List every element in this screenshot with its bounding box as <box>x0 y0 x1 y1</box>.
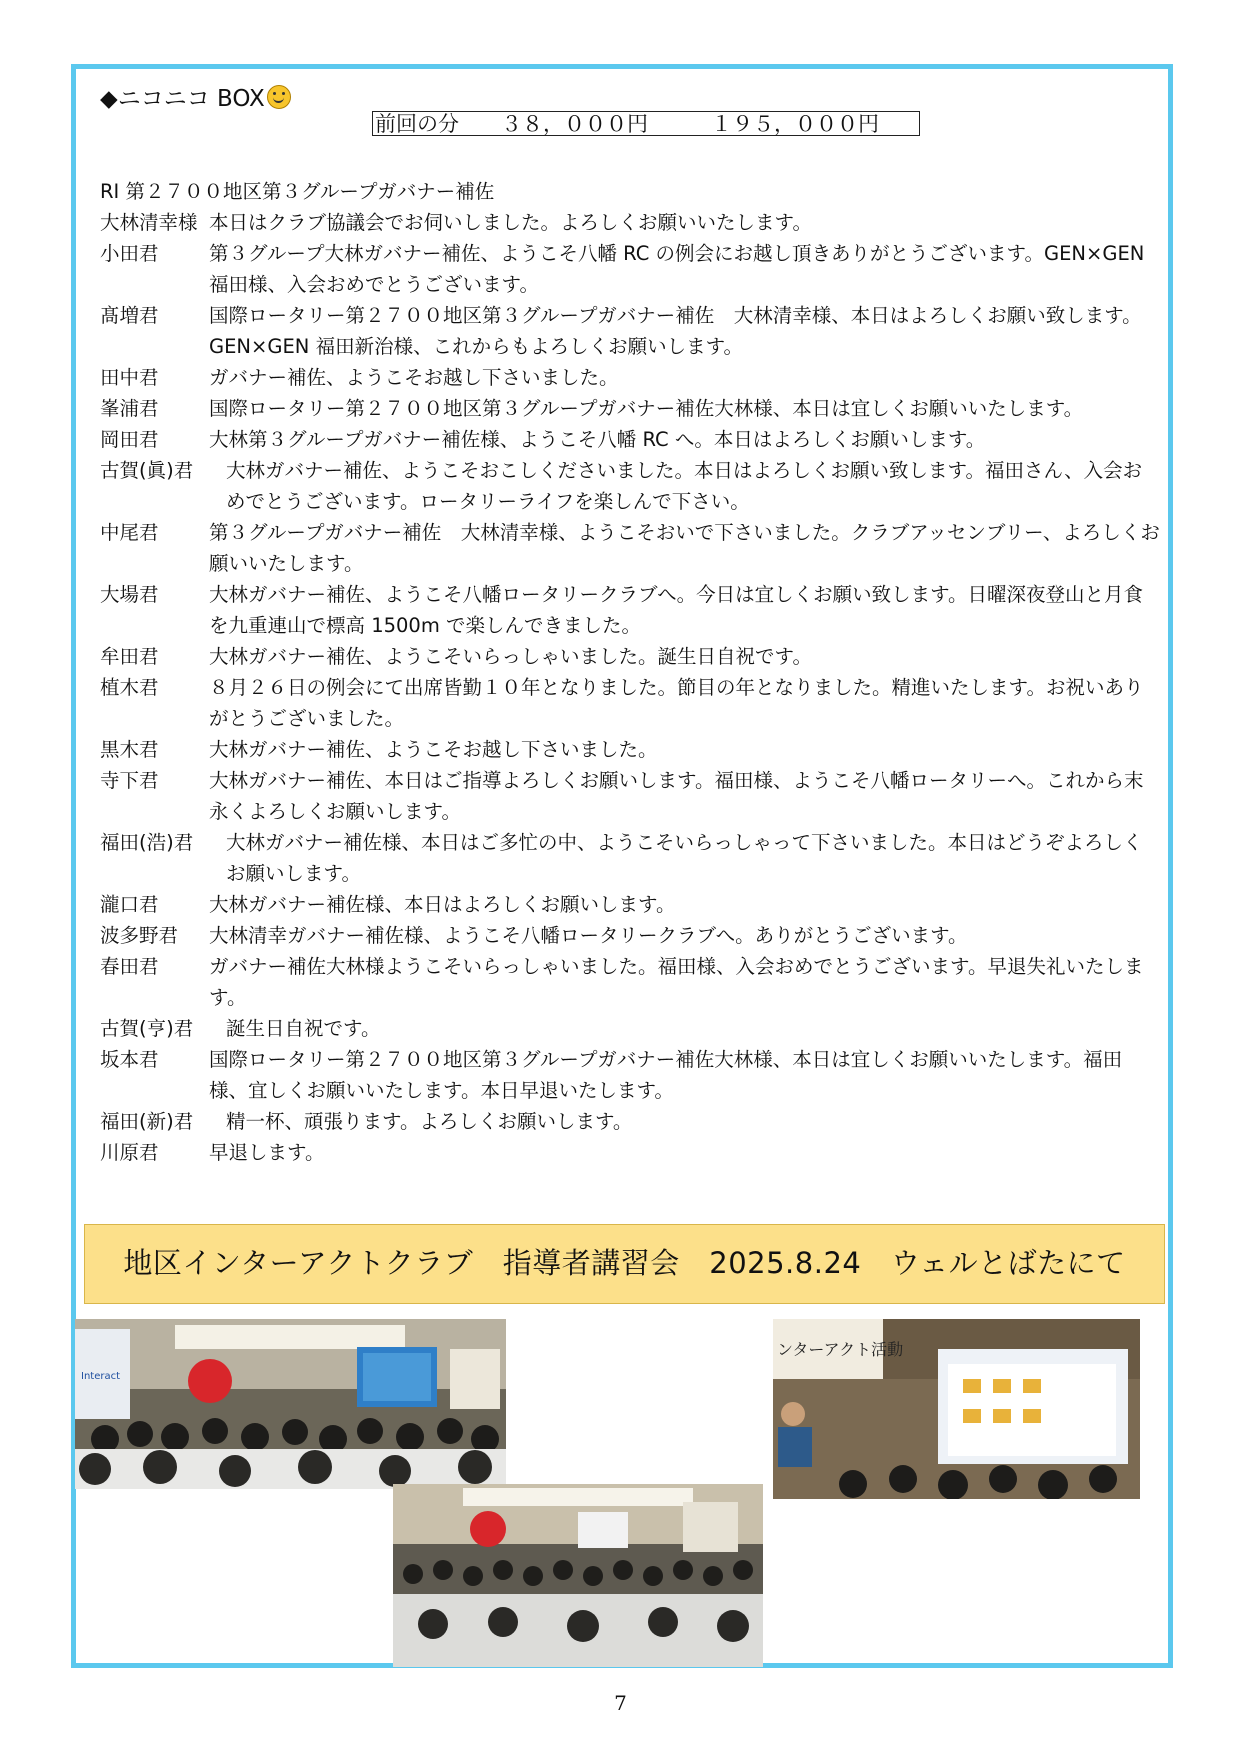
entry-row <box>100 1013 1160 1044</box>
entry-name: 古賀(亨)君 <box>100 1017 194 1040</box>
entry-name: 大場君 <box>100 583 159 606</box>
event-banner: 地区インターアクトクラブ 指導者講習会 2025.8.24 ウェルとばたにて <box>84 1224 1165 1304</box>
entry-row <box>100 517 1160 579</box>
entry-name: 福田(新)君 <box>100 1110 194 1133</box>
entry-row <box>100 207 1160 238</box>
entry-message: 精一杯、頑張ります。よろしくお願いします。 <box>226 1110 633 1133</box>
entry-row <box>100 393 1160 424</box>
entry-name: 岡田君 <box>100 428 159 451</box>
event-photo-3 <box>773 1319 1140 1499</box>
entry-row <box>100 362 1160 393</box>
entry-name: 瀧口君 <box>100 893 159 916</box>
entry-row <box>100 579 1160 641</box>
entry-message: 第３グループ大林ガバナー補佐、ようこそ八幡 RC の例会にお越し頂きありがとうございます。GEN×GEN 福田様、入会おめでとうございます。 <box>209 242 1145 296</box>
entry-row <box>100 889 1160 920</box>
entry-row <box>100 765 1160 827</box>
entry-row <box>100 455 1160 517</box>
entry-row <box>100 238 1160 300</box>
entry-message: 誕生日自祝です。 <box>226 1017 381 1040</box>
entry-message: 大林ガバナー補佐、ようこそいらっしゃいました。誕生日自祝です。 <box>209 645 812 668</box>
entry-message: 大林ガバナー補佐様、本日はご多忙の中、ようこそいらっしゃって下さいました。本日はどうぞよろしくお願いします。 <box>226 831 1143 885</box>
photo-banner-text: ンターアクト活動 <box>777 1340 904 1359</box>
entry-message: 大林ガバナー補佐、ようこそお越し下さいました。 <box>209 738 658 761</box>
entry-message: 大林清幸ガバナー補佐様、ようこそ八幡ロータリークラブへ。ありがとうございます。 <box>209 924 968 947</box>
entry-row <box>100 827 1160 889</box>
entry-name: 髙増君 <box>100 304 159 327</box>
entry-message: 本日はクラブ協議会でお伺いしました。よろしくお願いいたします。 <box>209 211 812 234</box>
smiley-icon <box>267 85 291 109</box>
entry-name: 植木君 <box>100 676 159 699</box>
entry-row <box>100 920 1160 951</box>
entry-message: 国際ロータリー第２７００地区第３グループガバナー補佐大林様、本日は宜しくお願いいたします。 <box>209 397 1084 420</box>
interact-sign-text: Interact <box>81 1371 121 1382</box>
section-title: ◆ニコニコ BOX <box>100 80 291 113</box>
entry-message: ８月２６日の例会にて出席皆勤１０年となりました。節目の年となりました。精進いたします。お祝いありがとうございました。 <box>209 676 1144 730</box>
entry-row <box>100 424 1160 455</box>
entry-message: 国際ロータリー第２７００地区第３グループガバナー補佐大林様、本日は宜しくお願いいたします。福田様、宜しくお願いいたします。本日早退いたします。 <box>209 1048 1123 1102</box>
entry-message: ガバナー補佐大林様ようこそいらっしゃいました。福田様、入会おめでとうございます。早退失礼いたします。 <box>209 955 1144 1009</box>
entry-row <box>100 672 1160 734</box>
entry-name: 牟田君 <box>100 645 159 668</box>
totals-box: 前回の分 ３８，０００円 １９５，０００円 <box>372 111 920 136</box>
entry-row <box>100 1137 1160 1168</box>
page-number: 7 <box>614 1691 627 1715</box>
event-photo-1 <box>75 1319 506 1489</box>
entry-name: 中尾君 <box>100 521 159 544</box>
entry-row <box>100 734 1160 765</box>
entry-name: 波多野君 <box>100 924 179 947</box>
entries-list <box>100 176 1160 1168</box>
entry-message: 第３グループガバナー補佐 大林清幸様、ようこそおいで下さいました。クラブアッセンブリー、よろしくお願いいたします。 <box>209 521 1160 575</box>
entry-message: 国際ロータリー第２７００地区第３グループガバナー補佐 大林清幸様、本日はよろしくお願い致します。GEN×GEN 福田新治様、これからもよろしくお願いします。 <box>209 304 1142 358</box>
entry-row <box>100 641 1160 672</box>
entry-message: 大林ガバナー補佐様、本日はよろしくお願いします。 <box>209 893 676 916</box>
entry-row <box>100 300 1160 362</box>
entry-name: 黒木君 <box>100 738 159 761</box>
entry-name: 大林清幸様 <box>100 211 198 234</box>
entry-name: 峯浦君 <box>100 397 159 420</box>
entry-message: 大林ガバナー補佐、ようこそおこしくださいました。本日はよろしくお願い致します。福田さん、入会おめでとうございます。ロータリーライフを楽しんで下さい。 <box>226 459 1143 513</box>
entry-name: 川原君 <box>100 1141 159 1164</box>
entry-row <box>100 1106 1160 1137</box>
entry-name: 田中君 <box>100 366 159 389</box>
entry-name: 坂本君 <box>100 1048 159 1071</box>
entry-name: 福田(浩)君 <box>100 831 194 854</box>
entry-name: 寺下君 <box>100 769 159 792</box>
heading-line: RI 第２７００地区第３グループガバナー補佐 <box>100 180 495 203</box>
entry-name: 春田君 <box>100 955 159 978</box>
entry-message: 大林第３グループガバナー補佐様、ようこそ八幡 RC へ。本日はよろしくお願いします。 <box>209 428 986 451</box>
entry-name: 古賀(眞)君 <box>100 459 194 482</box>
entry-message: ガバナー補佐、ようこそお越し下さいました。 <box>209 366 619 389</box>
entry-name: 小田君 <box>100 242 159 265</box>
entry-message: 早退します。 <box>209 1141 325 1164</box>
event-photo-2 <box>393 1484 763 1667</box>
entry-message: 大林ガバナー補佐、ようこそ八幡ロータリークラブへ。今日は宜しくお願い致します。日曜深夜登山と月食を九重連山で標高 1500m で楽しんできました。 <box>209 583 1144 637</box>
entry-message: 大林ガバナー補佐、本日はご指導よろしくお願いします。福田様、ようこそ八幡ロータリーへ。これから末永くよろしくお願いします。 <box>209 769 1144 823</box>
entry-row <box>100 951 1160 1013</box>
entry-row <box>100 1044 1160 1106</box>
